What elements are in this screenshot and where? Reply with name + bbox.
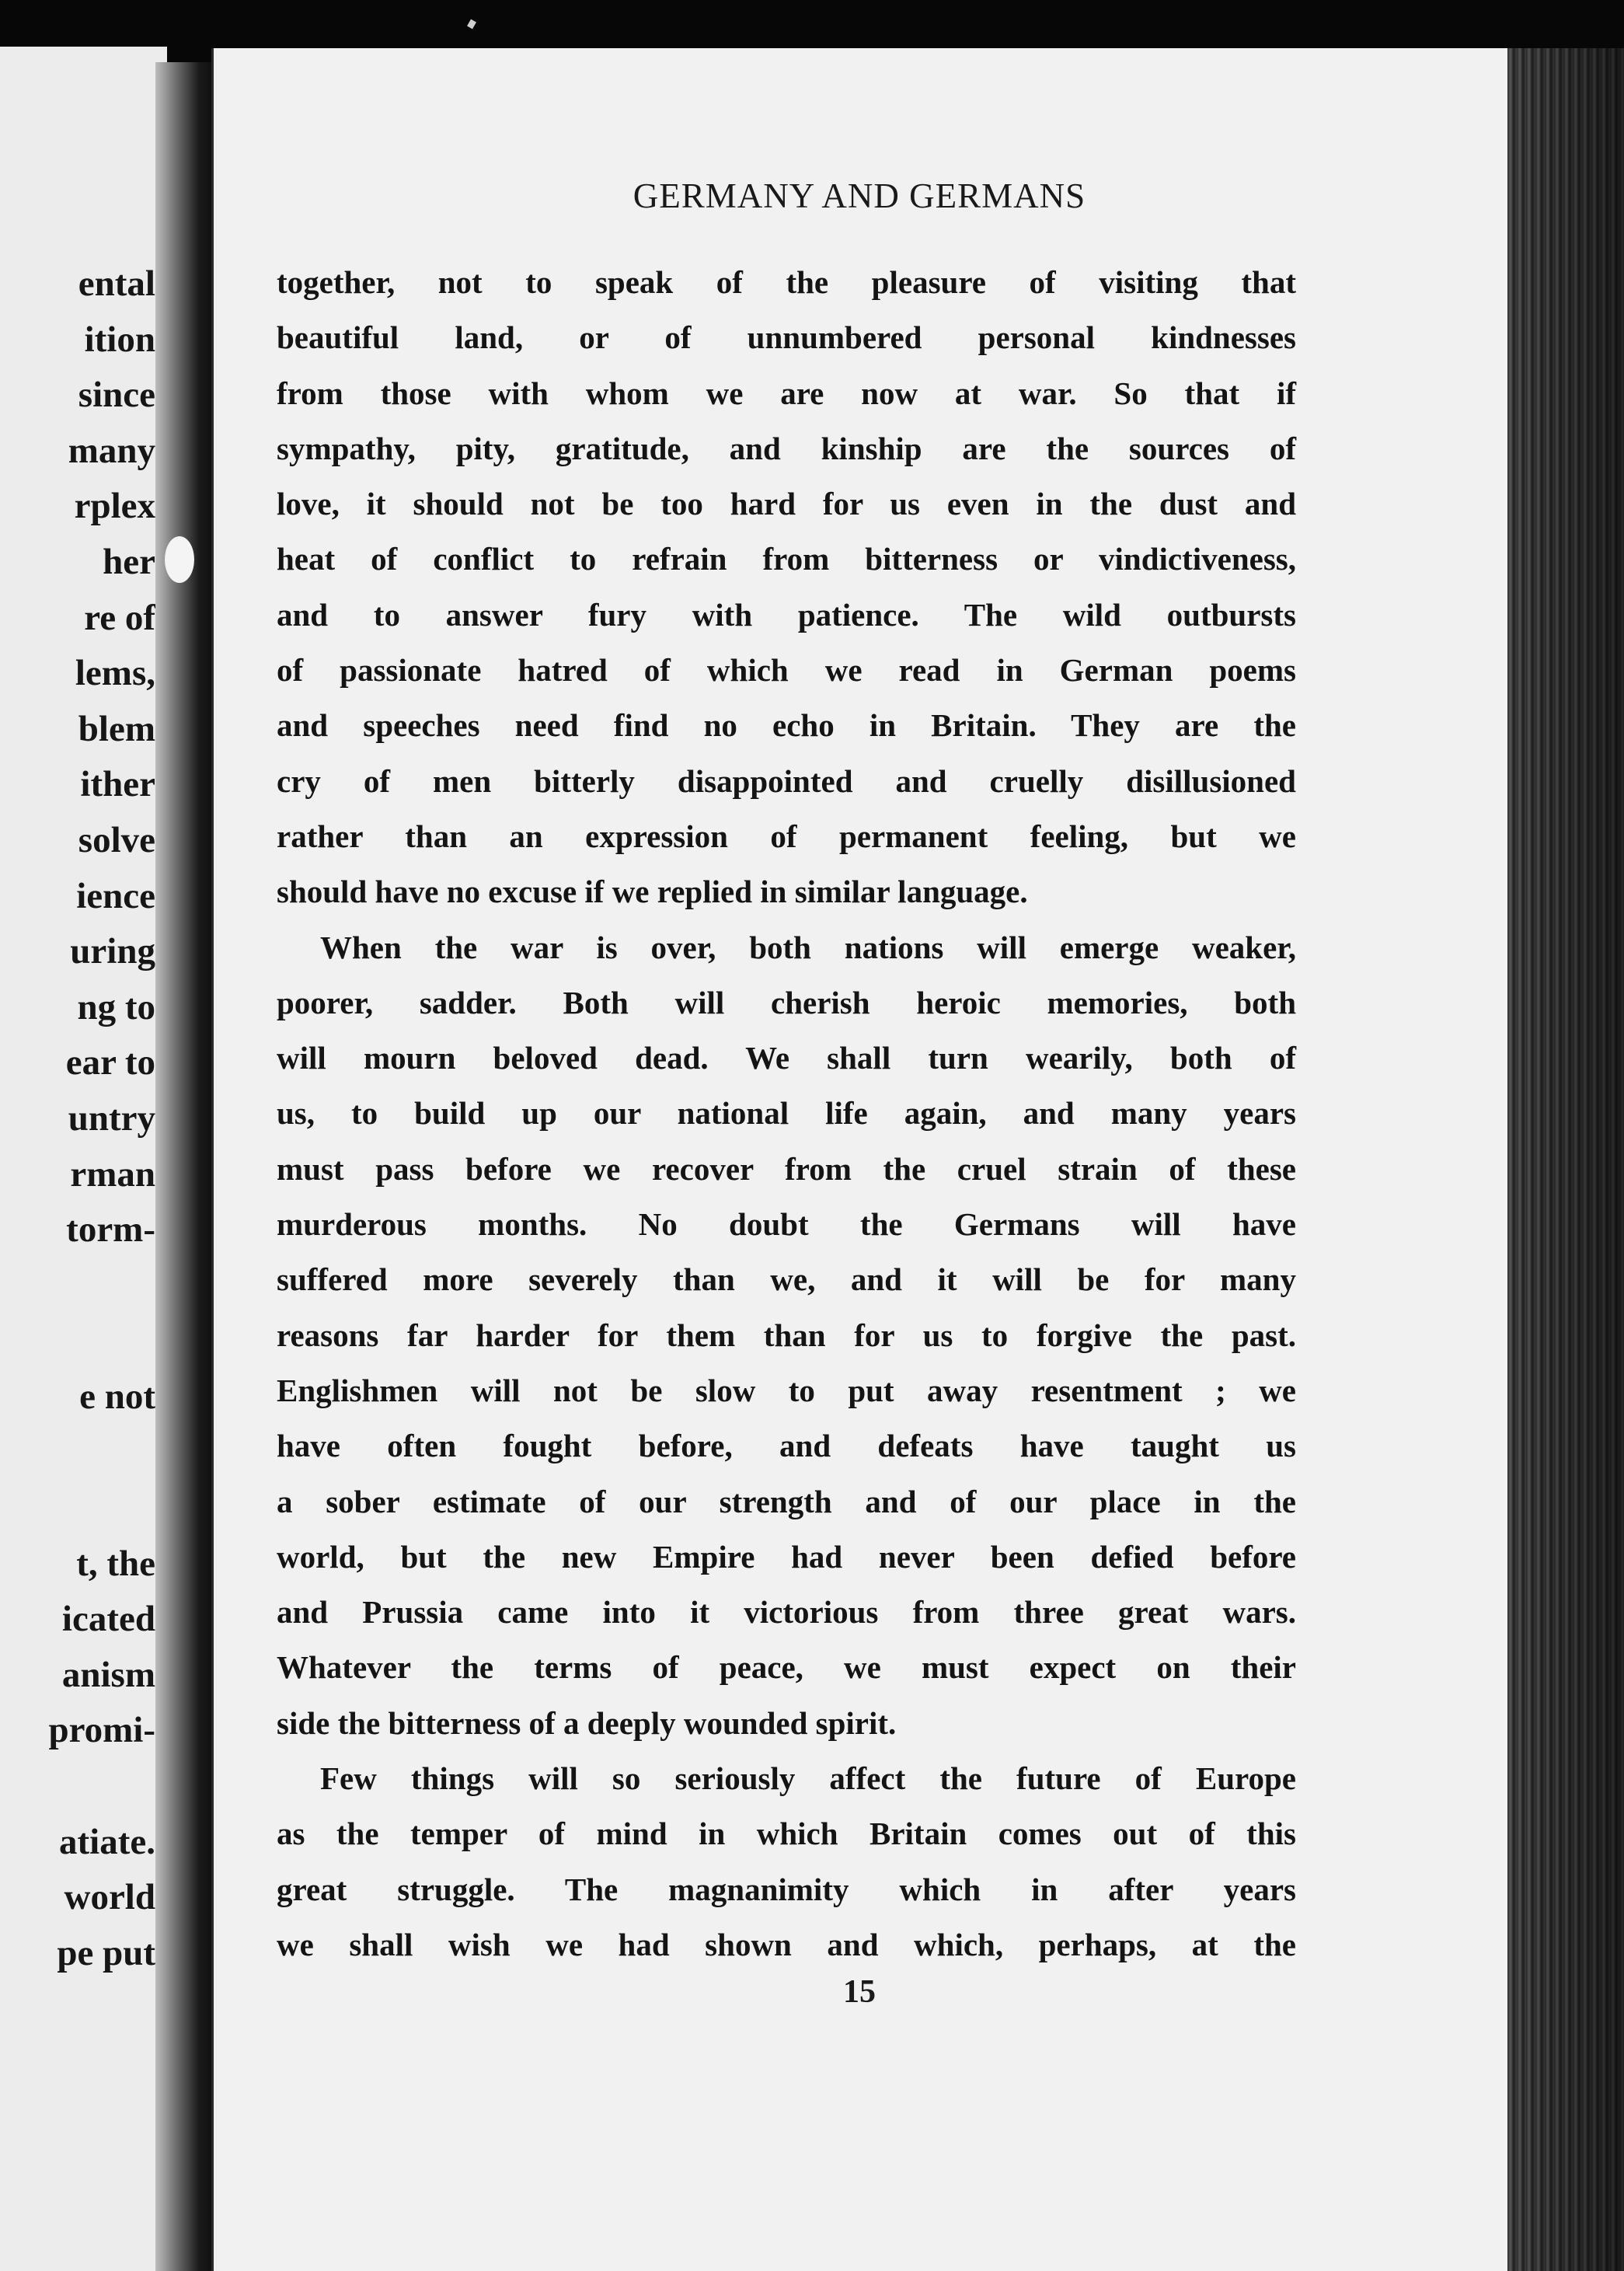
left-page-line: ental [78,263,155,304]
text-line: of passionate hatred of which we read in German poems [277,652,1296,689]
left-page-line: icated [61,1599,155,1640]
left-page-line: rplex [74,486,155,527]
text-line: Whatever the terms of peace, we must expect on their [277,1649,1296,1686]
left-page-line: world [64,1877,155,1918]
text-line: reasons far harder for them than for us to forgive the past. [277,1317,1296,1353]
left-page-line: ear to [65,1042,155,1083]
running-head: GERMANY AND GERMANS [633,176,1086,215]
left-page-line: anism [61,1654,155,1695]
text-line: and Prussia came into it victorious from three great wars. [277,1594,1296,1631]
text-line: Few things will so seriously affect the future of Europe [320,1760,1296,1797]
text-line: heat of conflict to refrain from bitterness or vindictiveness, [277,541,1296,577]
text-line: should have no excuse if we replied in similar language. [277,874,1028,910]
left-page-line: since [78,375,155,416]
page-edges-shadow [1507,48,1624,2271]
left-page-line: promi- [48,1710,155,1751]
left-page-line [0,1425,155,1481]
text-line: us, to build up our national life again, and many years [277,1095,1296,1132]
text-line: beautiful land, or of unnumbered personal kindnesses [277,319,1296,356]
text-line: have often fought before, and defeats have taught us [277,1428,1296,1464]
left-page-text [0,256,155,1981]
left-page-line: ience [76,875,155,916]
left-page-line: pe put [57,1932,155,1973]
binding-hole [165,536,194,583]
text-line: we shall wish we had shown and which, perhaps, at the [277,1926,1296,1962]
left-page-line: torm- [66,1209,155,1251]
left-page-line: lems, [75,653,155,694]
text-line: Englishmen will not be slow to put away resentment ; we [277,1372,1296,1408]
left-page-line [0,1481,155,1537]
left-page-line: t, the [76,1543,155,1584]
text-line: sympathy, pity, gratitude, and kinship are the sources of [277,430,1296,466]
left-page-line: many [68,430,155,471]
left-page-line [0,1759,155,1815]
book-gutter-shadow [155,62,218,2271]
left-page-line: ither [80,764,155,805]
text-line: side the bitterness of a deeply wounded spirit. [277,1704,897,1741]
text-line: suffered more severely than we, and it will be for many [277,1261,1296,1298]
text-line: great struggle. The magnanimity which in after years [277,1871,1296,1907]
left-page-line: untry [68,1097,155,1139]
text-line: world, but the new Empire had never been defied before [277,1538,1296,1575]
text-line: and speeches need find no echo in Britain. They are the [277,707,1296,744]
text-line: When the war is over, both nations will emerge weaker, [320,929,1296,965]
left-page-line: uring [70,931,155,972]
text-line: together, not to speak of the pleasure of visiting that [277,264,1296,300]
left-page-line: solve [78,819,155,860]
text-line: will mourn beloved dead. We shall turn wearily, both of [277,1040,1296,1076]
left-page-line: ition [84,319,155,360]
text-line: from those with whom we are now at war. So that if [277,375,1296,411]
page-number: 15 [843,1974,876,2010]
left-page-line: blem [78,708,155,749]
left-page-line [0,1258,155,1314]
left-page-line: atiate. [59,1821,155,1862]
left-page-line: e not [79,1376,155,1417]
text-line: a sober estimate of our strength and of our place in the [277,1483,1296,1519]
left-page-line [0,1313,155,1369]
text-line: murderous months. No doubt the Germans will have [277,1206,1296,1243]
left-page-line: rman [70,1153,155,1195]
text-line: cry of men bitterly disappointed and cruelly disillusioned [277,762,1296,799]
body-text [277,255,1296,1973]
text-line: poorer, sadder. Both will cherish heroic memories, both [277,984,1296,1020]
text-line: and to answer fury with patience. The wild outbursts [277,596,1296,633]
text-line: rather than an expression of permanent feeling, but we [277,818,1296,854]
left-page-line: ng to [77,986,155,1027]
left-page-line: re of [84,597,155,638]
text-line: love, it should not be too hard for us even in the dust and [277,486,1296,522]
left-page-line: her [103,541,155,582]
dust-speck [467,19,476,30]
text-line: must pass before we recover from the cruel strain of these [277,1150,1296,1187]
text-line: as the temper of mind in which Britain comes out of this [277,1816,1296,1852]
